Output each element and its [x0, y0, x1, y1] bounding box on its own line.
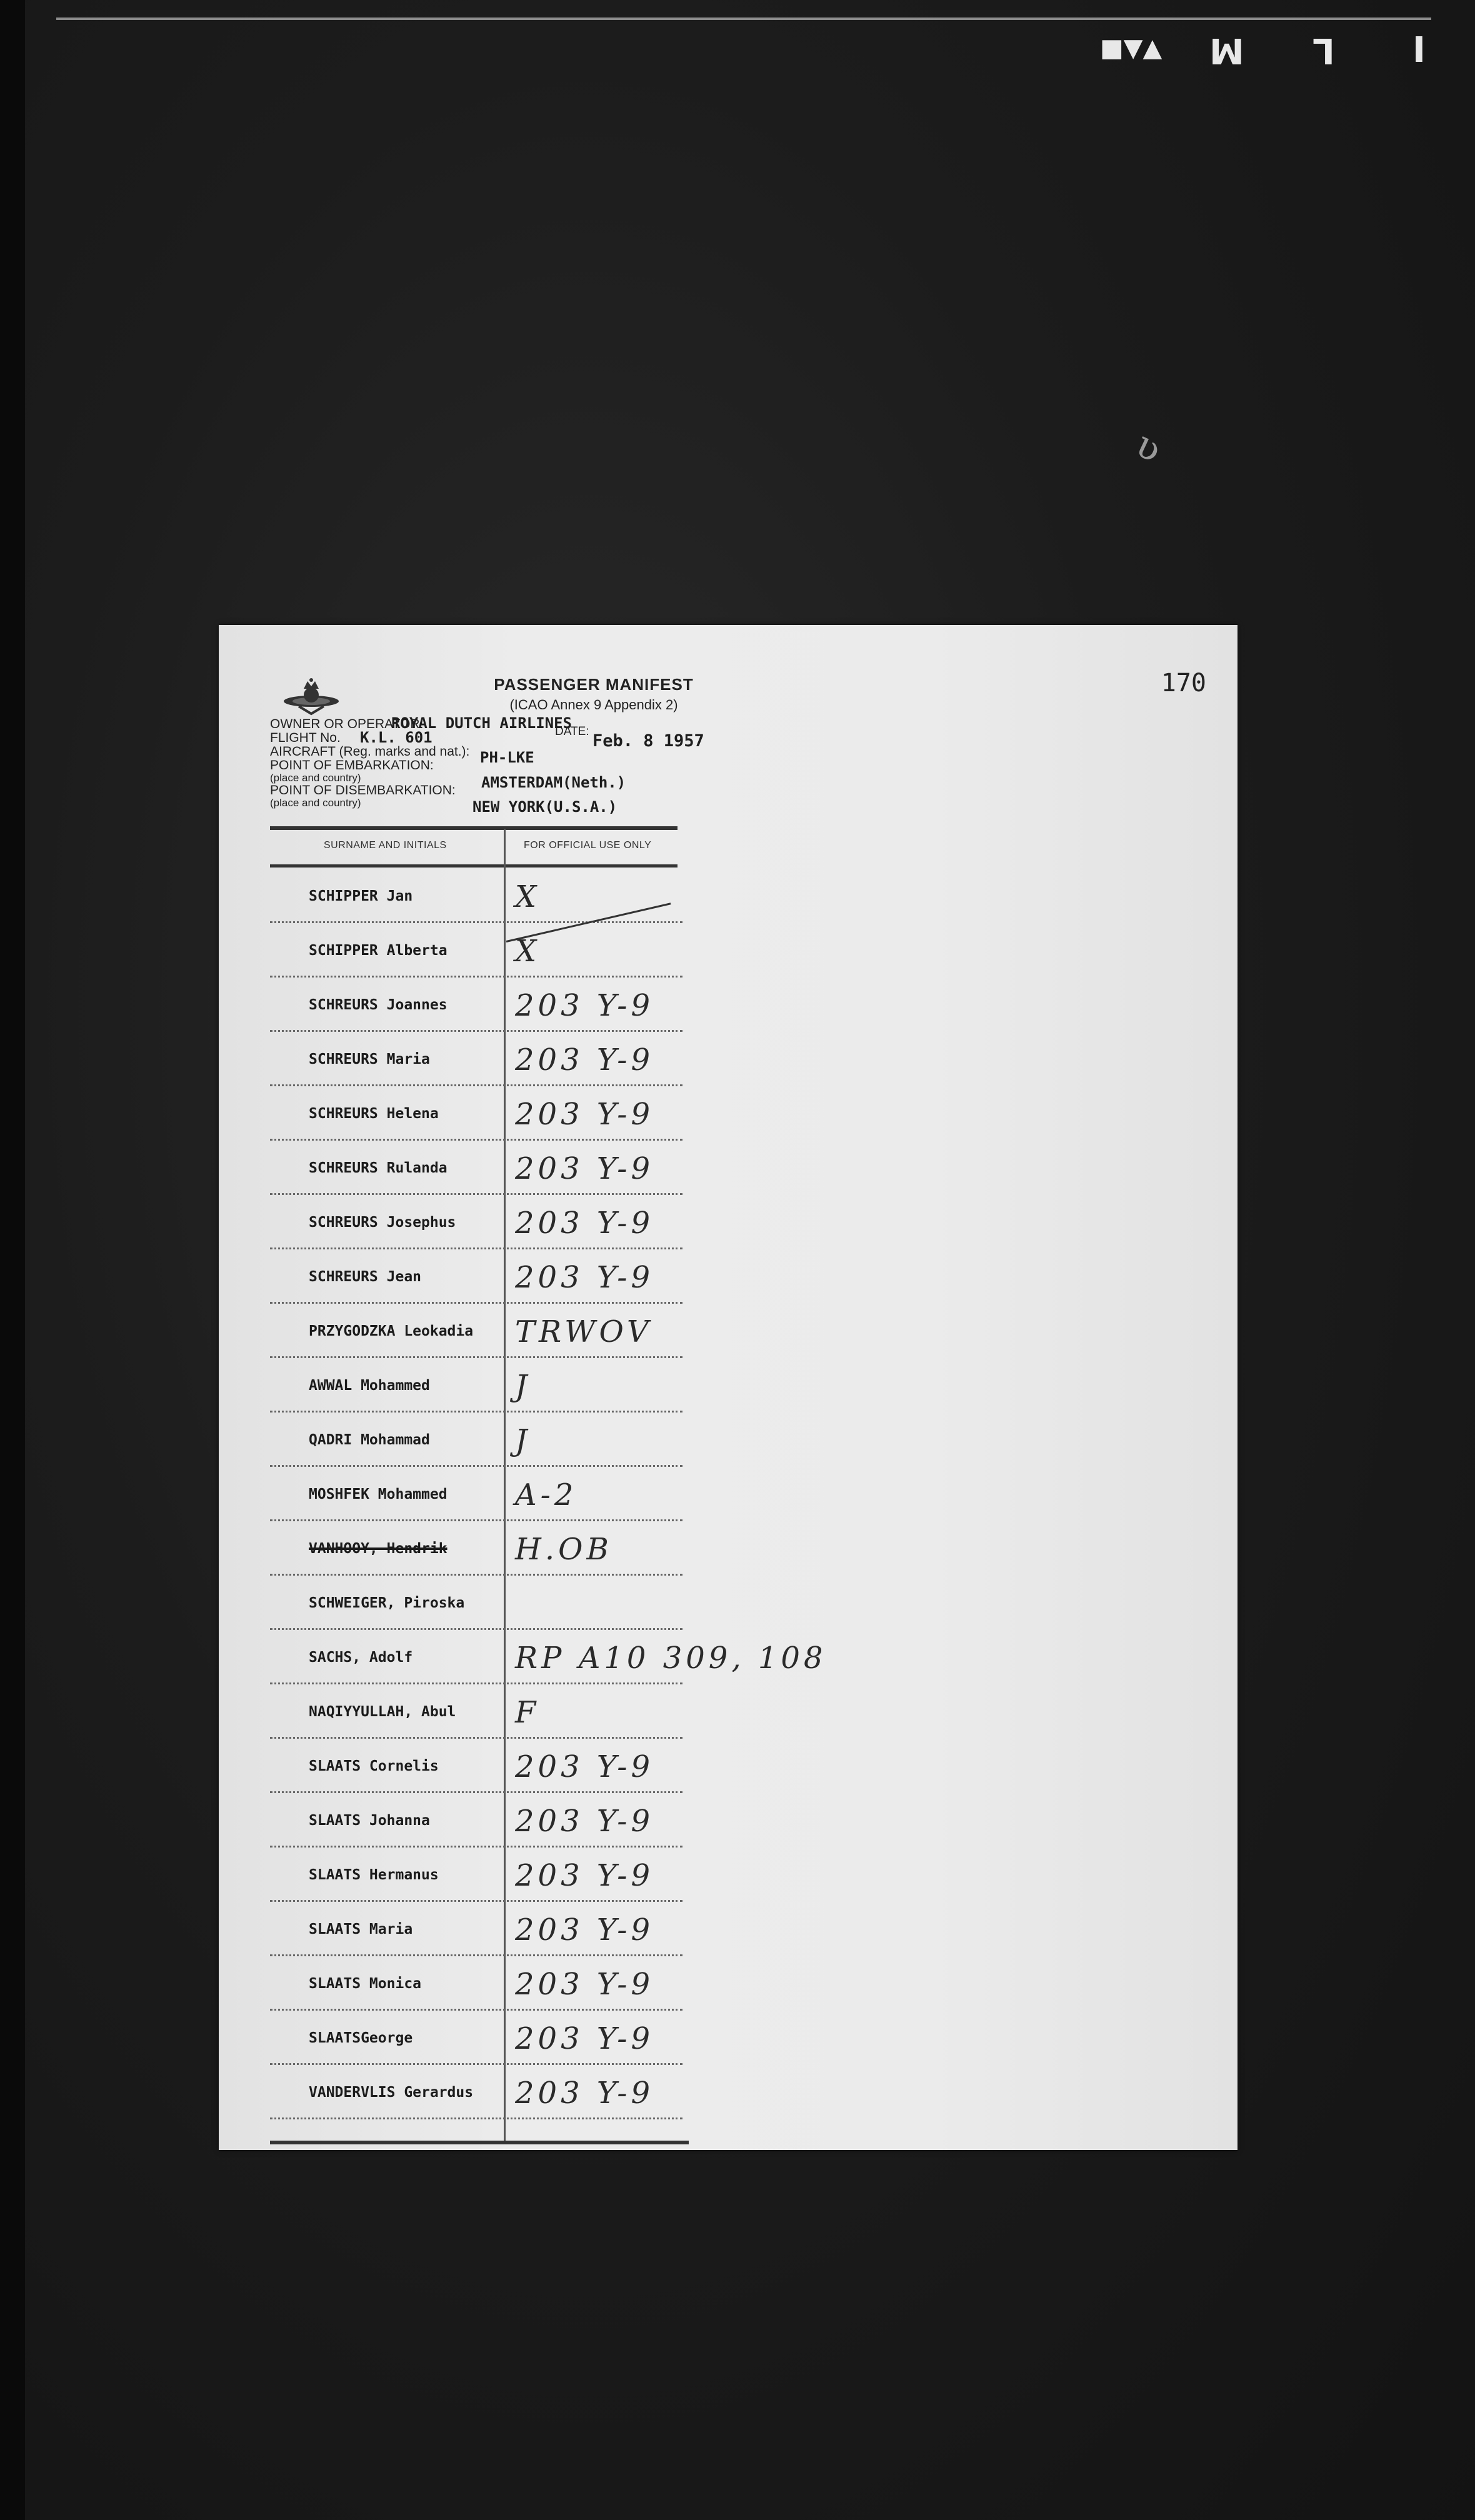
reel-code-marks: ■▼▲: [1100, 34, 1162, 62]
official-note: 203 Y-9: [515, 1206, 654, 1241]
manifest-subtitle: (ICAO Annex 9 Appendix 2): [509, 697, 678, 712]
passenger-row: [270, 1956, 682, 2011]
column-header-surname: SURNAME AND INITIALS: [324, 840, 447, 851]
passenger-row: [270, 1032, 682, 1086]
reel-code-m: M: [1209, 30, 1244, 71]
film-pen-mark: ʋ: [1129, 422, 1169, 472]
passenger-row: [270, 1467, 682, 1521]
passenger-name: SCHWEIGER, Piroska: [309, 1595, 465, 1611]
passenger-name: SCHREURS Joannes: [309, 997, 448, 1013]
column-header-official: FOR OFFICIAL USE ONLY: [524, 840, 652, 851]
passenger-name: QADRI Mohammad: [309, 1432, 430, 1448]
passenger-name: SCHREURS Jean: [309, 1269, 422, 1285]
passenger-name: SCHREURS Maria: [309, 1051, 430, 1068]
passenger-name: SCHIPPER Alberta: [309, 942, 448, 959]
passenger-name: VANDERVLIS Gerardus: [309, 2084, 474, 2101]
passenger-name: AWWAL Mohammed: [309, 1378, 430, 1394]
official-note: J: [515, 1369, 531, 1404]
official-note: A-2: [515, 1478, 578, 1512]
official-note: 203 Y-9: [515, 1151, 654, 1186]
official-note: J: [515, 1423, 531, 1458]
passenger-row: [270, 1902, 682, 1956]
official-note: 203 Y-9: [515, 988, 654, 1023]
passenger-name: SLAATSGeorge: [309, 2030, 413, 2046]
official-note: 203 Y-9: [515, 1804, 654, 1839]
official-note: H.OB: [515, 1532, 612, 1567]
passenger-name: SACHS, Adolf: [309, 1649, 413, 1666]
reel-code-i: I: [1412, 30, 1426, 71]
official-note: RP A10 309, 108: [515, 1641, 827, 1676]
passenger-row: [270, 1848, 682, 1902]
official-note: F: [515, 1695, 540, 1730]
passenger-row: [270, 923, 682, 978]
passenger-row: [270, 1630, 827, 1684]
manifest-page: [219, 625, 1238, 2150]
official-note: 203 Y-9: [515, 2021, 654, 2056]
aircraft-label: AIRCRAFT (Reg. marks and nat.):: [270, 744, 470, 759]
official-note: 203 Y-9: [515, 1749, 654, 1784]
official-note: 203 Y-9: [515, 2076, 654, 2111]
official-note: 203 Y-9: [515, 1097, 654, 1132]
passenger-row: [270, 1412, 682, 1467]
embark-label: POINT OF EMBARKATION:: [270, 758, 434, 772]
official-note: X: [515, 879, 541, 914]
passenger-row: [270, 1793, 682, 1848]
manifest-header: [462, 675, 725, 713]
aircraft-value: PH-LKE: [480, 749, 534, 766]
passenger-name: MOSHFEK Mohammed: [309, 1486, 448, 1502]
film-top-line: [56, 18, 1431, 20]
flight-value: K.L. 601: [360, 729, 432, 746]
date-label: DATE:: [555, 725, 589, 738]
film-edge: [0, 0, 25, 2520]
klm-crown-logo-icon: [280, 675, 342, 719]
reel-code-l: L: [1312, 30, 1335, 71]
official-note: X: [515, 934, 541, 969]
footer-rule: [270, 2141, 689, 2144]
passenger-row: [270, 1141, 682, 1195]
passenger-name: SLAATS Cornelis: [309, 1758, 439, 1774]
passenger-row: [270, 978, 682, 1032]
passenger-name: VANHOOY, Hendrik: [309, 1541, 448, 1557]
disembark-label: POINT OF DISEMBARKATION:: [270, 783, 456, 798]
passenger-row: [270, 2065, 682, 2119]
official-note: TRWOV: [515, 1314, 652, 1349]
passenger-name: SLAATS Johanna: [309, 1812, 430, 1829]
passenger-name: NAQIYYULLAH, Abul: [309, 1704, 456, 1720]
passenger-name: SCHREURS Josephus: [309, 1214, 456, 1231]
official-note: 203 Y-9: [515, 1042, 654, 1078]
owner-value: ROYAL DUTCH AIRLINES: [391, 714, 572, 732]
passenger-name: SLAATS Monica: [309, 1976, 422, 1992]
embark-sublabel: (place and country): [270, 772, 361, 784]
passenger-row: [270, 1684, 682, 1739]
header-rule-bottom: [270, 864, 678, 868]
passenger-name: SCHREURS Rulanda: [309, 1160, 448, 1176]
header-rule-top: [270, 826, 678, 830]
passenger-row: [270, 1086, 682, 1141]
manifest-title: PASSENGER MANIFEST: [494, 675, 694, 694]
passenger-row: [270, 1304, 682, 1358]
passenger-row: [270, 1249, 682, 1304]
passenger-name: SLAATS Hermanus: [309, 1867, 439, 1883]
page-number: 170: [1161, 669, 1206, 698]
official-note: 203 Y-9: [515, 1967, 654, 2002]
row-dotted-line: [270, 2118, 682, 2119]
passenger-row: [270, 1195, 682, 1249]
disembark-value: NEW YORK(U.S.A.): [472, 798, 618, 816]
passenger-name: SLAATS Maria: [309, 1921, 413, 1938]
passenger-row: [270, 1739, 682, 1793]
passenger-name: SCHIPPER Jan: [309, 888, 413, 904]
embark-value: AMSTERDAM(Neth.): [481, 774, 626, 791]
official-note: 203 Y-9: [515, 1912, 654, 1948]
passenger-row: [270, 1358, 682, 1412]
reel-code: [1100, 30, 1450, 80]
passenger-row: [270, 1521, 682, 1576]
passenger-row: [270, 2011, 682, 2065]
flight-label: FLIGHT No.: [270, 731, 341, 745]
disembark-sublabel: (place and country): [270, 797, 361, 809]
owner-label: OWNER OR OPERATOR:: [270, 717, 424, 731]
passenger-name: PRZYGODZKA Leokadia: [309, 1323, 474, 1339]
date-value: Feb. 8 1957: [592, 731, 704, 751]
passenger-row: [270, 1576, 682, 1630]
official-note: 203 Y-9: [515, 1858, 654, 1893]
passenger-name: SCHREURS Helena: [309, 1106, 439, 1122]
official-note: 203 Y-9: [515, 1260, 654, 1295]
